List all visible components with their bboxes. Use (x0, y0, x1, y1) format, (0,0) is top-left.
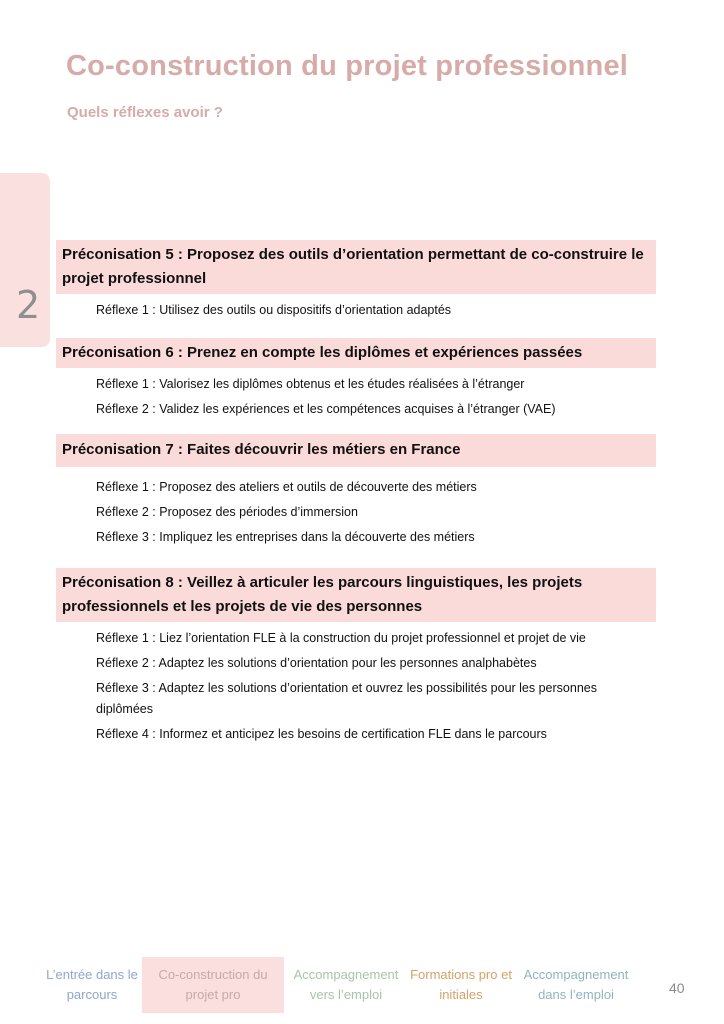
section-preconisation-7 (56, 434, 656, 552)
reflex-item: Réflexe 2 : Validez les expériences et les compétences acquises à l’étranger (VAE) (96, 402, 556, 416)
reflex-item: Réflexe 1 : Valorisez les diplômes obtenus et les études réalisées à l’étranger (96, 377, 525, 391)
nav-co-construction[interactable] (142, 957, 284, 1013)
reflex-list (96, 374, 656, 420)
nav-accompagnement-dans-emploi[interactable] (514, 957, 638, 1013)
preconisation-heading: Préconisation 8 : Veillez à articuler les parcours linguistiques, les projets professionnels et les projets de vie des personnes (56, 568, 656, 622)
nav-formations[interactable] (408, 957, 514, 1013)
page-title: Co-construction du projet professionnel (66, 50, 629, 82)
nav-label: Accompagnement vers l’emploi (293, 967, 399, 1002)
reflex-item: Réflexe 2 : Proposez des périodes d’immersion (96, 505, 358, 519)
reflex-item: Réflexe 3 : Adaptez les solutions d’orientation et ouvrez les possibilités pour les personnes diplômées (96, 681, 597, 716)
preconisation-heading: Préconisation 6 : Prenez en compte les diplômes et expériences passées (56, 338, 656, 368)
reflex-item: Réflexe 4 : Informez et anticipez les besoins de certification FLE dans le parcours (96, 727, 547, 741)
nav-label: Co-construction du projet pro (158, 967, 268, 1002)
reflex-item: Réflexe 1 : Proposez des ateliers et outils de découverte des métiers (96, 480, 477, 494)
preconisation-heading: Préconisation 7 : Faites découvrir les métiers en France (56, 434, 656, 467)
section-preconisation-6 (56, 338, 656, 424)
section-preconisation-5 (56, 240, 656, 325)
reflex-item: Réflexe 2 : Adaptez les solutions d’orientation pour les personnes analphabètes (96, 656, 537, 670)
section-preconisation-8 (56, 568, 656, 749)
reflex-item: Réflexe 1 : Liez l’orientation FLE à la construction du projet professionnel et projet de vie (96, 631, 586, 645)
nav-entree-parcours[interactable] (42, 957, 142, 1013)
nav-label: L’entrée dans le parcours (46, 967, 138, 1002)
page-subtitle: Quels réflexes avoir ? (67, 104, 223, 121)
reflex-item: Réflexe 1 : Utilisez des outils ou dispositifs d’orientation adaptés (96, 303, 452, 317)
reflex-list (96, 300, 656, 321)
nav-accompagnement-vers-emploi[interactable] (284, 957, 408, 1013)
nav-label: Formations pro et initiales (410, 967, 512, 1002)
reflex-list (96, 628, 656, 745)
footer-nav (42, 957, 638, 1013)
reflex-item: Réflexe 3 : Impliquez les entreprises dans la découverte des métiers (96, 530, 475, 544)
page-number: 40 (669, 980, 685, 996)
nav-label: Accompagnement dans l’emploi (523, 967, 629, 1002)
chapter-number: 2 (16, 283, 41, 327)
preconisation-heading: Préconisation 5 : Proposez des outils d’orientation permettant de co-construire le projet professionnel (56, 240, 656, 294)
reflex-list (96, 477, 656, 548)
chapter-tab[interactable] (0, 173, 50, 347)
